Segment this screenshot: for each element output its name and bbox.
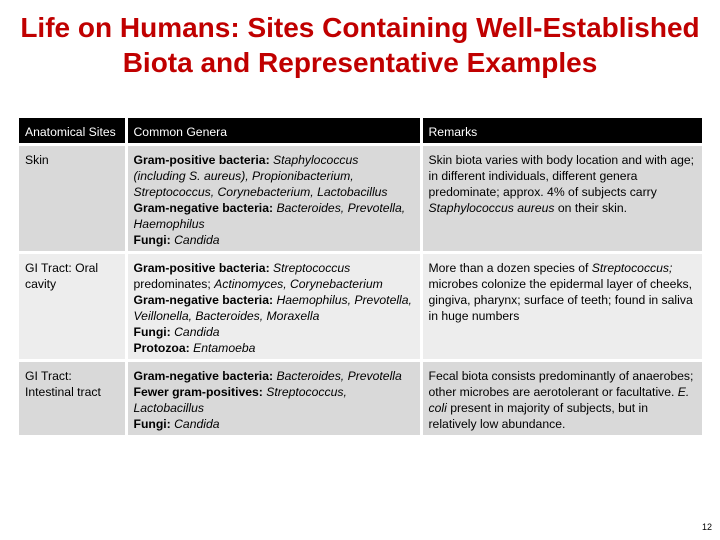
header-common-genera: Common Genera	[126, 118, 421, 145]
remarks-text: More than a dozen species of	[428, 261, 589, 275]
title-line-1: Life on Humans: Sites Containing Well-Established	[20, 12, 700, 43]
remarks-text-end: on their skin.	[557, 201, 628, 215]
remarks-organism: E. coli	[428, 385, 690, 415]
remarks-cell	[421, 361, 702, 437]
fungi-label: Fungi:	[133, 417, 171, 431]
remarks-cell	[421, 253, 702, 361]
site-cell: GI Tract: Oral cavity	[19, 253, 126, 361]
fungi-label: Fungi:	[133, 233, 171, 247]
table-header-row	[19, 118, 702, 145]
biota-table	[19, 118, 702, 438]
gram-negative-label: Gram-negative bacteria:	[133, 369, 274, 383]
gram-positive-genera: Staphylococcus (including S. aureus), Propionibacterium, Streptococcus, Corynebacterium, Lactobacillus	[133, 153, 388, 199]
fungi-genera: Candida	[174, 233, 220, 247]
remarks-text-end: microbes colonize the epidermal layer of cheeks, gingiva, pharynx; surface of teeth; found in saliva in huge numbers	[428, 277, 693, 323]
gram-positive-label: Fewer gram-positives:	[133, 385, 263, 399]
gram-positive-genera: Streptococcus, Lactobacillus	[133, 385, 347, 415]
protozoa-label: Protozoa:	[133, 341, 190, 355]
fungi-genera: Candida	[174, 417, 220, 431]
fungi-label: Fungi:	[133, 325, 171, 339]
table-row-skin	[19, 145, 702, 253]
fungi-genera: Candida	[174, 325, 220, 339]
gram-positive-note: predominates;	[133, 277, 211, 291]
remarks-organism: Streptococcus;	[591, 261, 673, 275]
gram-negative-genera: Bacteroides, Prevotella	[276, 369, 402, 383]
title-line-2: Biota and Representative Examples	[122, 47, 598, 78]
gram-positive-label: Gram-positive bacteria:	[133, 261, 270, 275]
gram-positive-label: Gram-positive bacteria:	[133, 153, 270, 167]
gram-negative-label: Gram-negative bacteria:	[133, 293, 274, 307]
remarks-text: Fecal biota consists predominantly of anaerobes; other microbes are aerotolerant or facultative.	[428, 369, 694, 399]
remarks-text: Skin biota varies with body location and with age; in different individuals, different genera predominate; approx. 4% of subjects carry	[428, 153, 695, 199]
header-remarks: Remarks	[421, 118, 702, 145]
page-number: 12	[701, 522, 712, 532]
site-cell: GI Tract: Intestinal tract	[19, 361, 126, 437]
gram-negative-label: Gram-negative bacteria:	[133, 201, 274, 215]
gram-negative-genera: Bacteroides, Prevotella, Haemophilus	[133, 201, 406, 231]
gram-positive-genus: Streptococcus	[273, 261, 351, 275]
table-row-oral-cavity	[19, 253, 702, 361]
header-anatomical-sites: Anatomical Sites	[19, 118, 126, 145]
protozoa-genera: Entamoeba	[193, 341, 256, 355]
page-title	[0, 10, 720, 80]
gram-positive-genera: Actinomyces, Corynebacterium	[214, 277, 383, 291]
genera-cell	[126, 253, 421, 361]
remarks-text-end: present in majority of subjects, but in relatively low abundance.	[428, 401, 648, 431]
genera-cell	[126, 145, 421, 253]
gram-negative-genera: Haemophilus, Prevotella, Veillonella, Bacteroides, Moraxella	[133, 293, 412, 323]
remarks-cell	[421, 145, 702, 253]
remarks-organism: Staphylococcus aureus	[428, 201, 555, 215]
site-cell: Skin	[19, 145, 126, 253]
genera-cell	[126, 361, 421, 437]
table-row-intestinal-tract	[19, 361, 702, 437]
